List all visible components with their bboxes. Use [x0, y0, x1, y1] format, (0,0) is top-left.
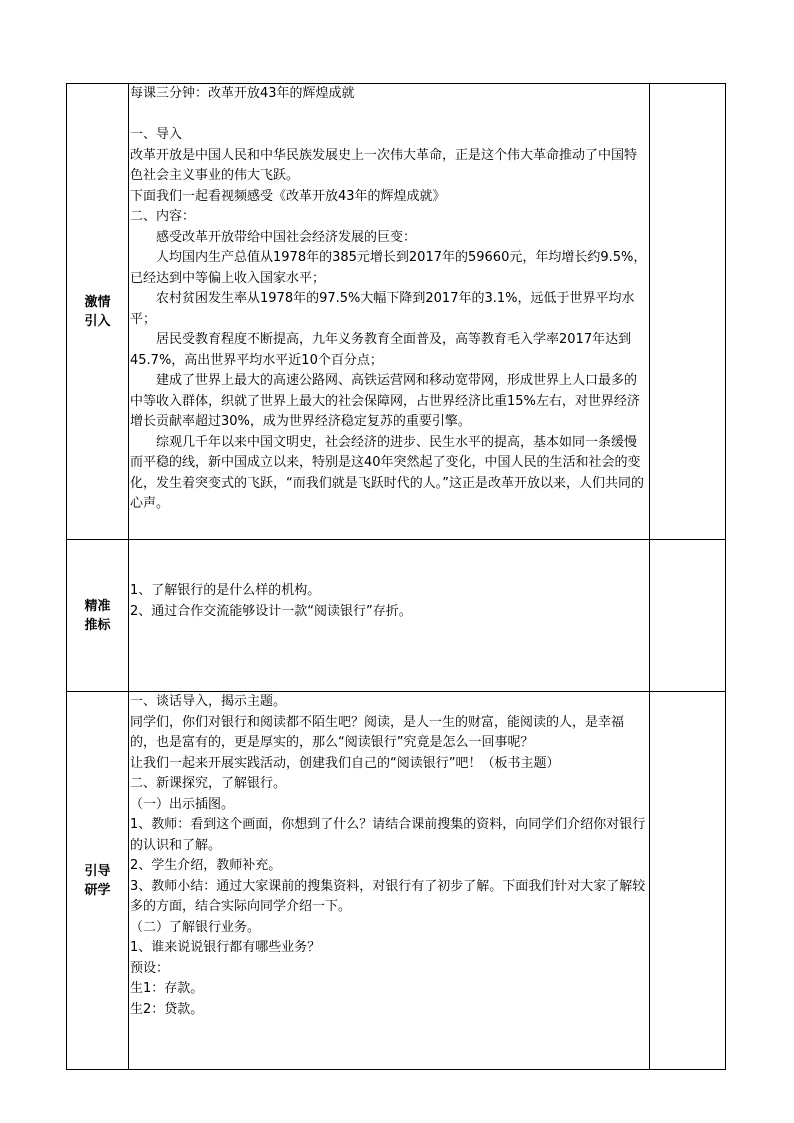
- content-line: 生2：贷款。: [130, 1001, 204, 1017]
- row-label-line: 推标: [84, 617, 111, 633]
- row-content: [129, 692, 650, 1070]
- content-line: 农村贫困发生率从1978年的97.5%大幅下降到2017年的3.1%，远低于世界平均水平；: [130, 291, 635, 327]
- content-line: 二、新课探究，了解银行。: [130, 776, 287, 791]
- table-row: [67, 692, 726, 1070]
- content-line: 人均国内生产总值从1978年的385元增长到2017年的59660元，年均增长约9.5%，已经达到中等偏上收入国家水平；: [130, 250, 647, 286]
- row-content: [129, 540, 650, 692]
- content-line: 一、谈话导入，揭示主题。: [130, 694, 287, 709]
- content-line: （一）出示插图。: [130, 796, 235, 812]
- row-label-line: 激情: [84, 294, 111, 310]
- row-label-line: 引入: [84, 313, 111, 329]
- notes-cell: [650, 84, 726, 540]
- content-line: 让我们一起来开展实践活动，创建我们自己的“阅读银行”吧！（板书主题）: [130, 755, 560, 771]
- content-line: 改革开放是中国人民和中华民族发展史上一次伟大革命，正是这个伟大革命推动了中国特色社会主义事业的伟大飞跃。: [130, 147, 638, 183]
- content-line: 感受改革开放带给中国社会经济发展的巨变：: [156, 229, 417, 245]
- content-line: 3、教师小结：通过大家课前的搜集资料，对银行有了初步了解。下面我们针对大家了解较多的方面，结合实际向同学介绍一下。: [130, 878, 646, 914]
- content-line: [130, 561, 647, 582]
- content-line: 预设：: [130, 960, 170, 976]
- content-line: 同学们，你们对银行和阅读都不陌生吧？阅读，是人一生的财富，能阅读的人，是幸福的，也是富有的，更是厚实的，那么“阅读银行”究竟是怎么一回事呢？: [130, 714, 625, 750]
- content-line: [130, 540, 647, 561]
- content-line: 下面我们一起看视频感受《改革开放43年的辉煌成就》: [130, 188, 446, 204]
- row-content: [129, 84, 650, 540]
- content-line: 居民受教育程度不断提高，九年义务教育全面普及，高等教育毛入学率2017年达到 45.7%，高出世界平均水平近10个百分点；: [130, 332, 645, 368]
- notes-cell: [650, 540, 726, 692]
- content-line: 二、内容：: [130, 209, 196, 224]
- content-line: 1、教师：看到这个画面，你想到了什么？请结合课前搜集的资料，向同学们介绍你对银行的认识和了解。: [130, 817, 646, 853]
- content-line: 建成了世界上最大的高速公路网、高铁运营网和移动宽带网，形成世界上人口最多的中等收入群体，织就了世界上最大的社会保障网，占世界经济比重15%左右，对世界经济增长贡献率超过30%，成为世界经济稳定复苏的重要引擎。: [130, 373, 640, 429]
- row-label: [67, 692, 129, 1070]
- row-label-line: 引导: [84, 863, 111, 879]
- row-label: [67, 84, 129, 540]
- content-line: [130, 622, 647, 643]
- content-line: 2、学生介绍，教师补充。: [130, 858, 282, 873]
- content-line: [130, 663, 647, 684]
- content-line: 2、通过合作交流能够设计一款“阅读银行”存折。: [130, 603, 412, 619]
- content-line: 综观几千年以来中国文明史，社会经济的进步、民生水平的提高，基本如同一条缓慢而平稳的线，新中国成立以来，特别是这40年突然起了变化，中国人民的生活和社会的变化，发生着突变式的飞跃，“而我们就是飞跃时代的人。”这正是改革开放以来，人们共同的心声。: [130, 434, 644, 511]
- content-line: 每课三分钟：改革开放43年的辉煌成就: [130, 86, 355, 101]
- table-row: [67, 540, 726, 692]
- content-line: 1、谁来说说银行都有哪些业务？: [130, 940, 321, 955]
- table-row: [67, 84, 726, 540]
- row-label: [67, 540, 129, 692]
- row-label-line: 研学: [84, 882, 111, 898]
- content-line: 一、导入: [130, 127, 183, 142]
- content-line: 生1：存款。: [130, 981, 204, 996]
- content-line: [130, 105, 647, 126]
- content-line: 1、了解银行的是什么样的机构。: [130, 583, 321, 598]
- lesson-plan-table: [66, 83, 726, 1070]
- content-line: （二）了解银行业务。: [130, 919, 261, 935]
- content-line: [130, 643, 647, 664]
- notes-cell: [650, 692, 726, 1070]
- row-label-line: 精准: [84, 598, 111, 614]
